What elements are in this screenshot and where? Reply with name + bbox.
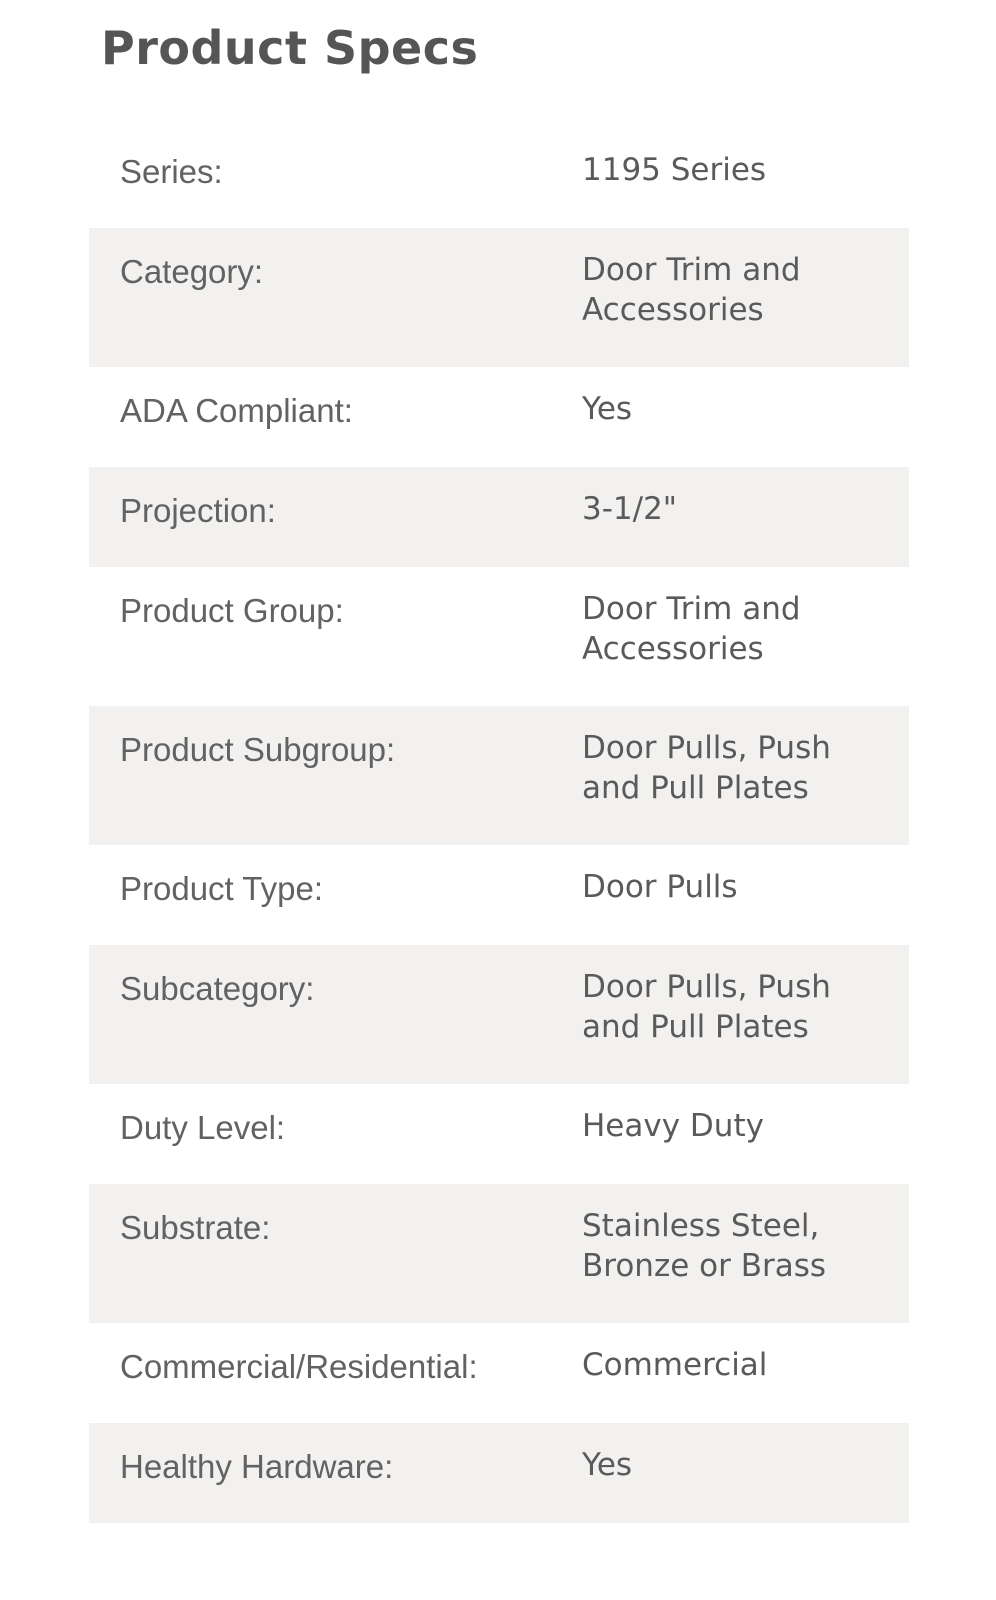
- spec-label: ADA Compliant:: [120, 392, 353, 429]
- spec-row-category: [89, 228, 909, 367]
- spec-row-product-subgroup: [89, 706, 909, 845]
- spec-value: 3-1/2": [582, 491, 678, 527]
- spec-label: Healthy Hardware:: [120, 1448, 394, 1485]
- spec-label: Category:: [120, 253, 264, 290]
- spec-row-product-type: [89, 845, 909, 945]
- spec-row-product-group: [89, 567, 909, 706]
- spec-row-commercial-residential: [89, 1323, 909, 1423]
- spec-row-ada-compliant: [89, 367, 909, 467]
- spec-value: Door Pulls, Push and Pull Plates: [582, 969, 831, 1045]
- spec-label: Duty Level:: [120, 1109, 286, 1146]
- spec-value: Door Trim and Accessories: [582, 591, 801, 667]
- spec-label: Subcategory:: [120, 970, 315, 1007]
- spec-value: 1195 Series: [582, 152, 767, 188]
- spec-row-healthy-hardware: [89, 1423, 909, 1523]
- spec-label: Product Subgroup:: [120, 731, 396, 768]
- spec-row-duty-level: [89, 1084, 909, 1184]
- spec-row-subcategory: [89, 945, 909, 1084]
- spec-label: Substrate:: [120, 1209, 271, 1246]
- spec-value: Door Pulls: [582, 869, 738, 905]
- spec-label: Series:: [120, 153, 223, 190]
- spec-value: Commercial: [582, 1347, 768, 1383]
- page-title: Product Specs: [101, 21, 479, 75]
- spec-label: Commercial/Residential:: [120, 1348, 478, 1385]
- spec-row-substrate: [89, 1184, 909, 1323]
- spec-label: Product Group:: [120, 592, 344, 629]
- spec-value: Yes: [582, 1447, 633, 1483]
- spec-value: Heavy Duty: [582, 1108, 764, 1144]
- spec-value: Stainless Steel, Bronze or Brass: [582, 1208, 827, 1284]
- spec-value: Door Trim and Accessories: [582, 252, 801, 328]
- spec-label: Projection:: [120, 492, 276, 529]
- specs-table: [89, 128, 909, 1523]
- spec-value: Yes: [582, 391, 633, 427]
- spec-row-projection: [89, 467, 909, 567]
- spec-row-series: [89, 128, 909, 228]
- spec-label: Product Type:: [120, 870, 324, 907]
- spec-value: Door Pulls, Push and Pull Plates: [582, 730, 831, 806]
